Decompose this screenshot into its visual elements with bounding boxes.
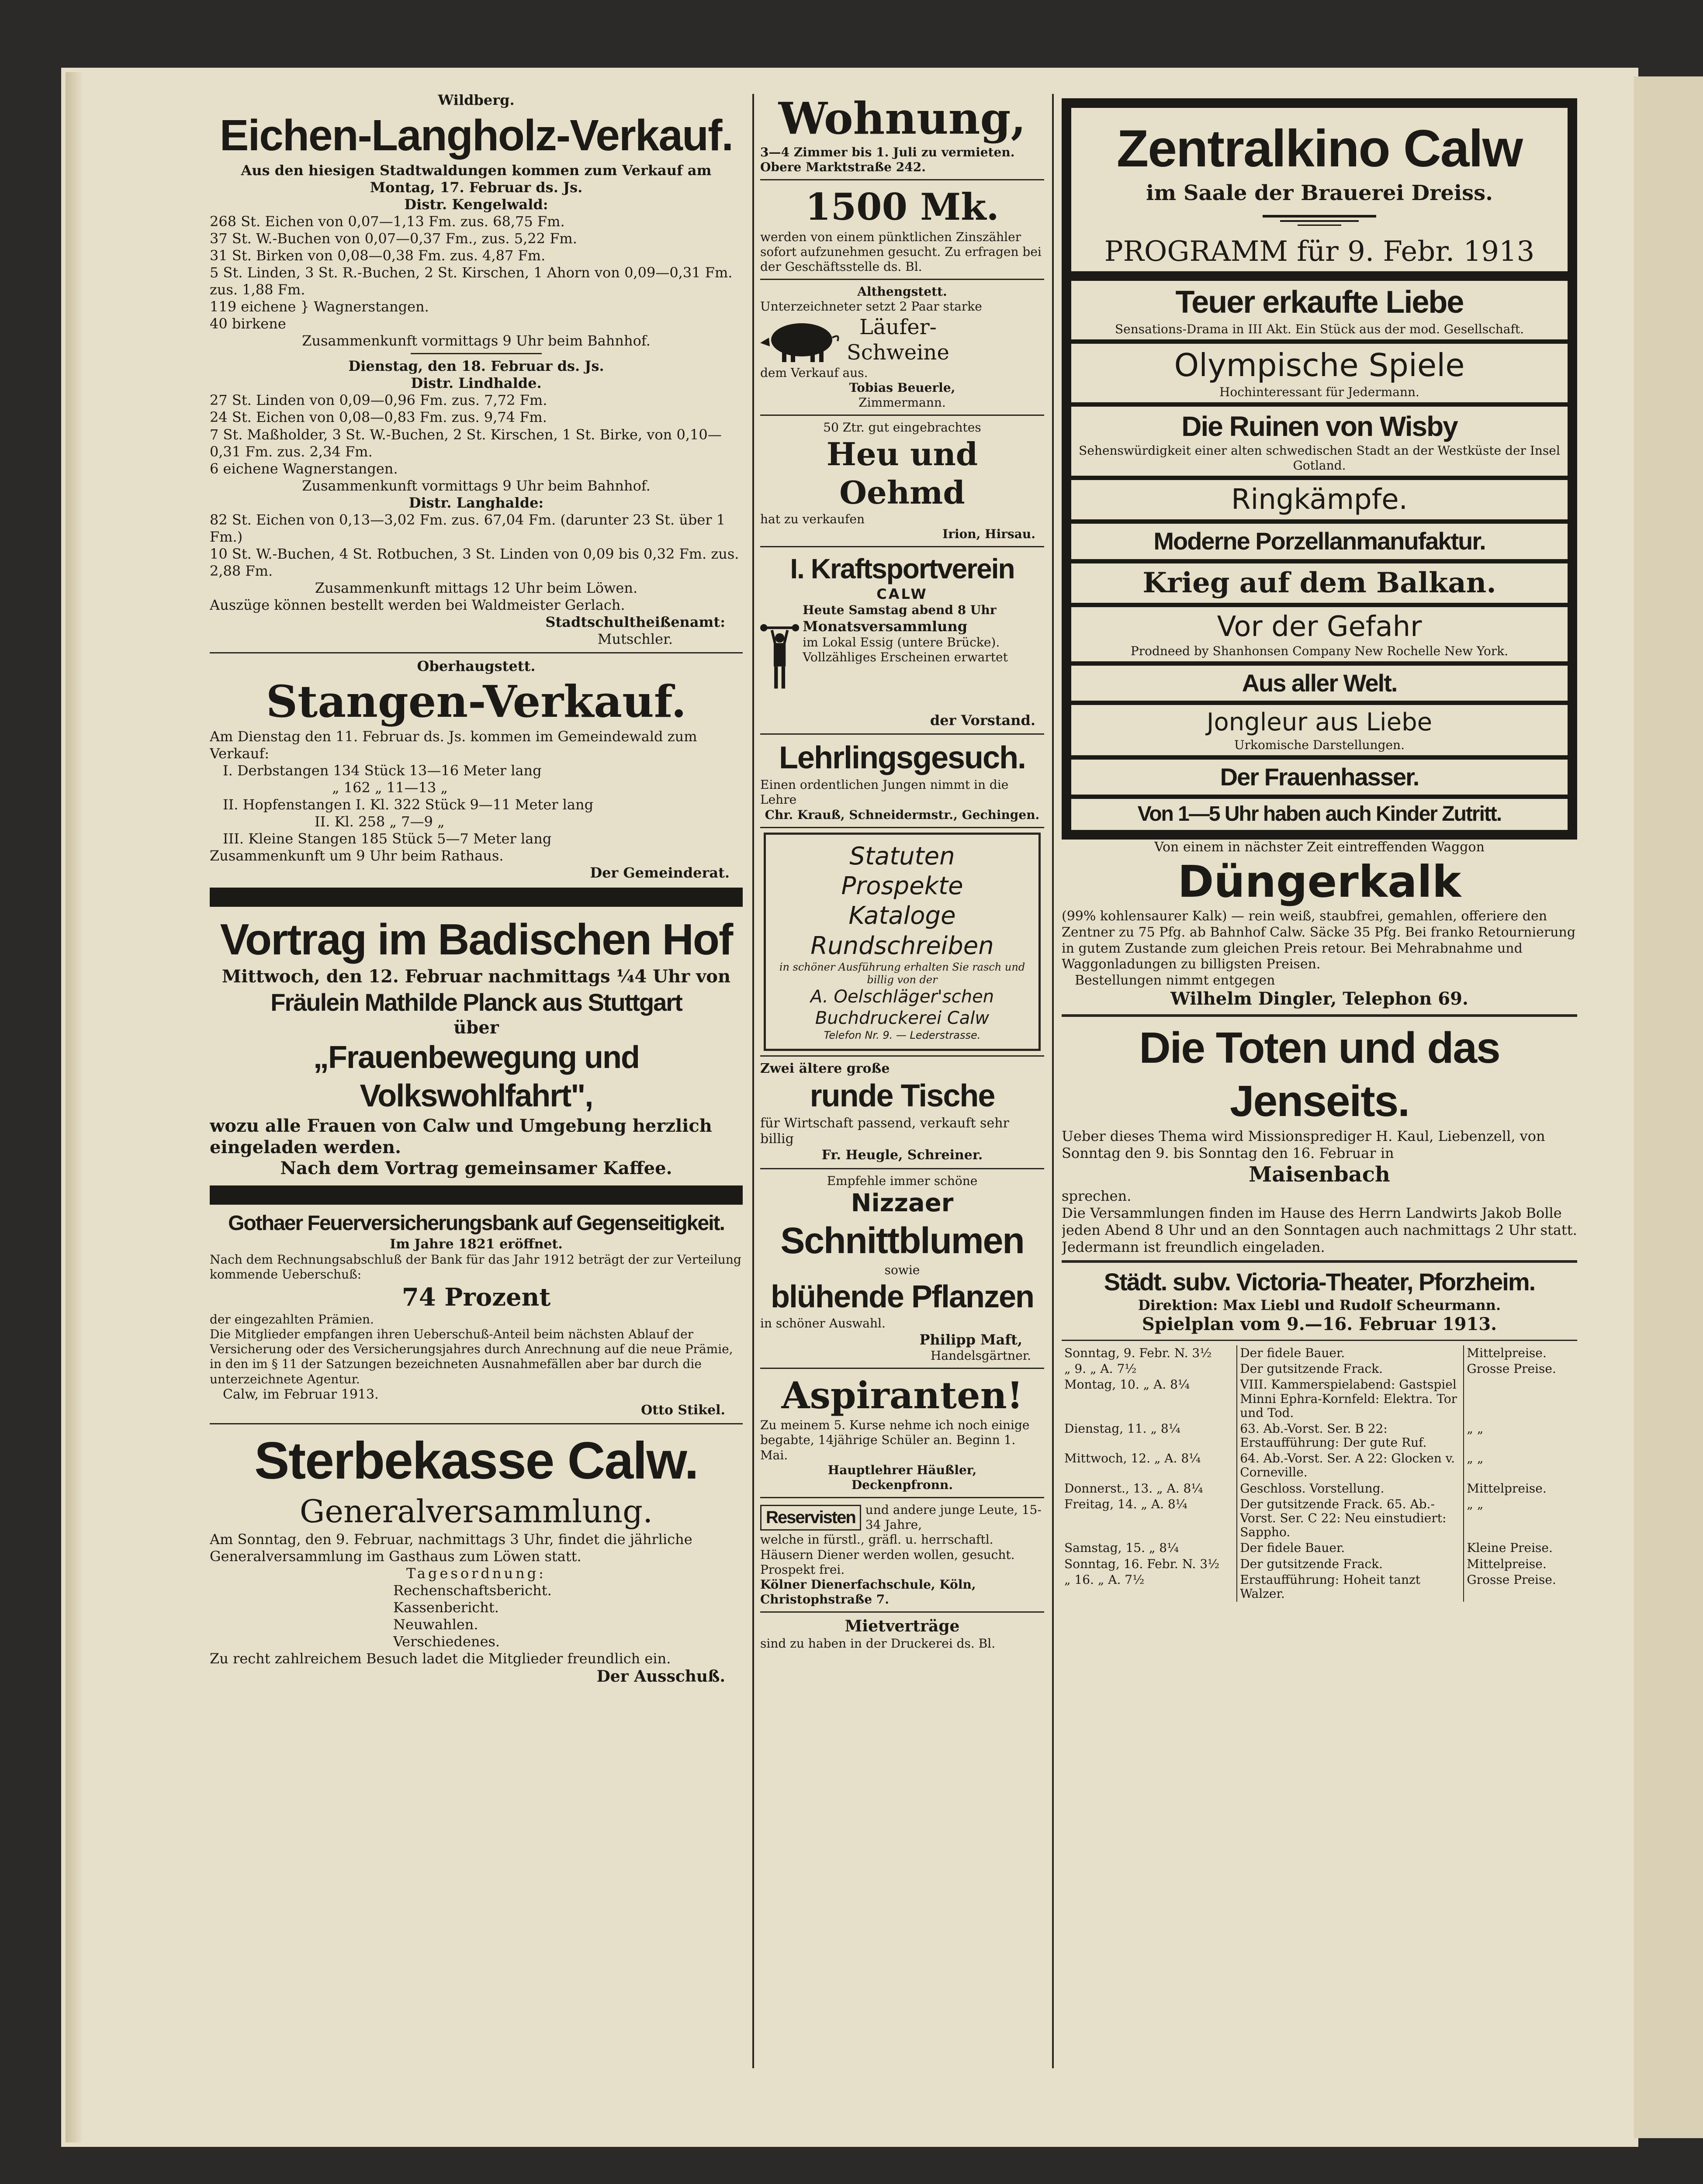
ad-subheadline: Generalversammlung. xyxy=(299,1493,653,1530)
film-title: Vor der Gefahr xyxy=(1217,610,1422,643)
lot-line: 268 St. Eichen von 0,07—1,13 Fm. zus. 68,75 Fm. xyxy=(210,213,565,230)
film-title: Teuer erkaufte Liebe xyxy=(1175,285,1464,320)
section-divider xyxy=(760,546,1044,547)
column-rule-2 xyxy=(1052,94,1054,2068)
about-label: über xyxy=(453,1017,499,1038)
table-row xyxy=(1062,1377,1577,1421)
schedule-prices: „ „ xyxy=(1464,1421,1577,1451)
ad-text: im Lokal Essig (untere Brücke). Vollzähliges Erscheinen erwartet xyxy=(803,635,1008,664)
ad-headline: Stangen-Verkauf. xyxy=(266,675,687,727)
invitation: Zu recht zahlreichem Besuch ladet die Mitglieder freundlich ein. xyxy=(210,1650,671,1667)
date-line: Calw, im Februar 1913. xyxy=(223,1386,379,1402)
schedule-date: Donnerst., 13. „ A. 8¼ xyxy=(1064,1481,1203,1496)
ad-gothaer xyxy=(210,1211,743,1419)
ad-lehrling xyxy=(760,739,1044,822)
district-title: Distr. Lindhalde. xyxy=(411,375,542,392)
table-row xyxy=(1062,1556,1577,1572)
print-item: Prospekte xyxy=(841,872,963,900)
divider xyxy=(1062,1340,1577,1341)
agenda-title: Tagesordnung: xyxy=(406,1565,546,1582)
ad-intro: Aus den hiesigen Stadtwaldungen kommen zum Verkauf am Montag, 17. Februar ds. Js. xyxy=(241,162,712,196)
film-title: Moderne Porzellanmanufaktur. xyxy=(1153,527,1485,555)
ad-text: der eingezahlten Prämien. xyxy=(210,1312,374,1327)
coffee-note: Nach dem Vortrag gemeinsamer Kaffee. xyxy=(280,1158,672,1179)
signature-role: Handelsgärtner. xyxy=(930,1348,1031,1363)
signature-place: Deckenpfronn. xyxy=(851,1477,953,1492)
speaker: Fräulein Mathilde Planck aus Stuttgart xyxy=(270,988,682,1016)
ad-mietvertraege xyxy=(760,1617,1044,1651)
ad-intro: Am Dienstag den 11. Februar ds. Js. kommen im Gemeindewald zum Verkauf: xyxy=(210,728,697,762)
signature: Hauptlehrer Häußler, xyxy=(827,1462,977,1477)
extract-note: Auszüge können bestellt werden bei Waldmeister Gerlach. xyxy=(210,596,625,613)
ad-headline: Läufer- xyxy=(859,314,937,339)
section-divider xyxy=(760,733,1044,735)
ad-oberhaugstett xyxy=(210,658,743,881)
signature: Der Ausschuß. xyxy=(596,1667,725,1686)
schedule-prices: „ „ xyxy=(1464,1496,1577,1541)
founded: Im Jahre 1821 eröffnet. xyxy=(390,1236,563,1252)
lot-line: 5 St. Linden, 3 St. R.-Buchen, 2 St. Kirschen, 1 Ahorn von 0,09—0,31 Fm. zus. 1,88 Fm. xyxy=(210,264,733,298)
lot-line: III. Kleine Stangen 185 Stück 5—7 Meter lang xyxy=(223,830,552,847)
film-subtitle: Hochinteressant für Jedermann. xyxy=(1219,384,1419,399)
film-subtitle: Sehenswürdigkeit einer alten schwedischen Stadt an der Westküste der Insel Gotland. xyxy=(1079,443,1560,473)
schedule-prices: Mittelpreise. xyxy=(1464,1345,1577,1361)
ad-headline: Lehrlingsgesuch. xyxy=(779,740,1026,776)
ornament-line xyxy=(1280,220,1359,222)
ad-toten-jenseits xyxy=(1062,1021,1577,1256)
schedule-date: Freitag, 14. „ A. 8¼ xyxy=(1064,1496,1187,1511)
ad-vortrag xyxy=(210,913,743,1179)
table-row xyxy=(1062,1572,1577,1602)
signature: Fr. Heugle, Schreiner. xyxy=(821,1147,983,1163)
ad-text: für Wirtschaft passend, verkauft sehr billig xyxy=(760,1115,1009,1147)
lot-line: 119 eichene } Wagnerstangen. xyxy=(210,298,429,315)
adjacent-page-edge xyxy=(1634,76,1703,2138)
divider xyxy=(411,353,542,354)
film-subtitle: Prodneed by Shanhonsen Company New Rochelle New York. xyxy=(1130,643,1509,658)
event-time: Mittwoch, den 12. Februar nachmittags ¼4 Uhr von xyxy=(222,966,731,987)
ad-headline: Gothaer Feuerversicherungsbank auf Gegenseitigkeit. xyxy=(228,1212,724,1235)
place-name: Wildberg. xyxy=(438,92,515,108)
ad-text: Die Versammlungen finden im Hause des Herrn Landwirts Jakob Bolle jeden Abend 8 Uhr und an den Sonntagen auch nachmittags 2 Uhr statt. Jedermann ist freundlich eingeladen. xyxy=(1062,1204,1577,1255)
lecture-topic: „Frauenbewegung und Volkswohlfahrt", xyxy=(313,1040,639,1113)
table-row xyxy=(1062,1481,1577,1496)
lot-line: I. Derbstangen 134 Stück 13—16 Meter lang xyxy=(223,762,542,779)
club-city: CALW xyxy=(876,586,928,603)
film-title: Der Frauenhasser. xyxy=(1220,763,1419,791)
schedule-title: Spielplan vom 9.—16. Februar 1913. xyxy=(1142,1314,1497,1335)
ad-text: sowie xyxy=(884,1263,920,1278)
lot-line: II. Hopfenstangen I. Kl. 322 Stück 9—11 Meter lang xyxy=(223,796,594,813)
ad-text: (99% kohlensaurer Kalk) — rein weiß, staubfrei, gemahlen, offeriere den Zentner zu 75 Pfg. ab Bahnhof Calw. Säcke 35 Pfg. Bei franko Retournierung in gutem Zustande zum gleichen Preis retour. Bei Mehrabnahme und Waggonladungen zu billigsten Preisen. xyxy=(1062,909,1576,972)
agenda-item: Kassenbericht. xyxy=(393,1599,499,1616)
ad-text: Zu meinem 5. Kurse nehme ich noch einige begabte, 14jährige Schüler an. Beginn 1. Mai. xyxy=(760,1418,1030,1462)
place-name: Oberhaugstett. xyxy=(417,657,536,674)
meeting-note: Zusammenkunft mittags 12 Uhr beim Löwen. xyxy=(315,579,638,596)
lot-line: 82 St. Eichen von 0,13—3,02 Fm. zus. 67,04 Fm. (darunter 23 St. über 1 Fm.) xyxy=(210,511,726,545)
ad-headline: Städt. subv. Victoria-Theater, Pforzheim. xyxy=(1104,1268,1535,1296)
ad-headline: Düngerkalk xyxy=(1177,856,1461,908)
schedule-date: Sonntag, 16. Febr. N. 3½ xyxy=(1064,1556,1220,1571)
ad-duengerkalk xyxy=(1062,840,1577,1010)
ad-text: Unterzeichneter setzt 2 Paar starke xyxy=(760,299,982,314)
print-item: Rundschreiben xyxy=(810,931,994,960)
program-item xyxy=(1071,344,1568,407)
meeting-name: Monatsversammlung xyxy=(803,618,968,635)
meeting-note: Zusammenkunft um 9 Uhr beim Rathaus. xyxy=(210,847,504,864)
ad-text: Am Sonntag, den 9. Februar, nachmittags 3 Uhr, findet die jährliche Generalversammlung im Gasthaus zum Löwen statt. xyxy=(210,1531,692,1565)
black-bar xyxy=(1071,271,1568,281)
lot-line: 31 St. Birken von 0,08—0,38 Fm. zus. 4,87 Fm. xyxy=(210,247,546,264)
signature: Irion, Hirsau. xyxy=(942,527,1035,542)
signature: Otto Stikel. xyxy=(641,1403,725,1418)
section-divider xyxy=(760,1368,1044,1369)
ad-headline: Reservisten xyxy=(760,1505,861,1531)
ad-headline: 1500 Mk. xyxy=(805,185,999,229)
meeting-note: Zusammenkunft vormittags 9 Uhr beim Bahnhof. xyxy=(302,332,651,349)
schedule-table xyxy=(1062,1345,1577,1602)
table-row xyxy=(1062,1361,1577,1377)
ad-text: dem Verkauf aus. xyxy=(760,365,868,380)
ad-text: Einen ordentlichen Jungen nimmt in die Lehre xyxy=(760,778,1009,807)
ad-wohnung xyxy=(760,92,1044,175)
schedule-prices: Grosse Preise. xyxy=(1464,1572,1577,1602)
ad-headline: Eichen-Langholz-Verkauf. xyxy=(219,111,733,160)
ad-oelschlaeger xyxy=(764,833,1041,1051)
lot-line: 24 St. Eichen von 0,08—0,83 Fm. zus. 9,74 Fm. xyxy=(210,409,547,426)
ad-text: hat zu verkaufen xyxy=(760,511,865,526)
program-item xyxy=(1071,407,1568,480)
print-item: Kataloge xyxy=(848,902,956,930)
table-row xyxy=(1062,1540,1577,1556)
film-title: Ringkämpfe. xyxy=(1231,484,1408,516)
office-name: Stadtschultheißenamt: xyxy=(545,613,725,630)
ad-heu xyxy=(760,420,1044,542)
section-divider xyxy=(760,1055,1044,1057)
schedule-play: Der gutsitzende Frack. xyxy=(1237,1361,1464,1377)
section-divider xyxy=(210,652,743,653)
ornament-line xyxy=(1298,225,1341,226)
ad-headline: Vortrag im Badischen Hof xyxy=(220,915,733,964)
ad-headline: blühende Pflanzen xyxy=(770,1279,1034,1314)
schedule-prices xyxy=(1464,1377,1577,1421)
program-item xyxy=(1071,799,1568,830)
schedule-play: Erstaufführung: Hoheit tanzt Walzer. xyxy=(1237,1572,1464,1602)
program-item xyxy=(1071,705,1568,759)
schedule-prices: Grosse Preise. xyxy=(1464,1361,1577,1377)
signature: Philipp Maft, xyxy=(919,1331,1022,1348)
schedule-play: Der fidele Bauer. xyxy=(1237,1345,1464,1361)
agenda-item: Verschiedenes. xyxy=(393,1633,500,1650)
ad-text: und andere junge Leute, 15-34 Jahre, xyxy=(865,1503,1042,1532)
ad-reservisten xyxy=(760,1503,1044,1607)
ad-text: 3—4 Zimmer bis 1. Juli zu vermieten. Obere Marktstraße 242. xyxy=(760,145,1015,175)
ad-headline: Heu und Oehmd xyxy=(826,435,978,511)
ad-headline: runde Tische xyxy=(810,1078,995,1113)
signature: der Vorstand. xyxy=(930,712,1035,729)
section-divider xyxy=(210,1423,743,1424)
signature: Der Gemeinderat. xyxy=(590,864,730,881)
strongman-icon xyxy=(760,603,799,712)
ad-aspiranten xyxy=(760,1373,1044,1493)
schedule-prices: „ „ xyxy=(1464,1451,1577,1480)
ad-text: in schöner Auswahl. xyxy=(760,1316,886,1331)
film-title: Die Ruinen von Wisby xyxy=(1181,410,1457,442)
ad-headline: I. Kraftsportverein xyxy=(790,553,1014,585)
district-title: Distr. Kengelwald: xyxy=(404,196,548,213)
ad-text: Heute Samstag abend 8 Uhr xyxy=(803,603,997,618)
meeting-note: Zusammenkunft vormittags 9 Uhr beim Bahnhof. xyxy=(302,477,651,494)
section-divider xyxy=(760,1611,1044,1613)
schedule-play: VIII. Kammerspielabend: Gastspiel Minni Ephra-Kornfeld: Elektra. Tor und Tod. xyxy=(1237,1377,1464,1421)
district-title: Distr. Langhalde: xyxy=(408,494,544,511)
print-item: Statuten xyxy=(849,842,955,871)
table-row xyxy=(1062,1496,1577,1541)
agenda-item: Rechenschaftsbericht. xyxy=(393,1582,552,1599)
lot-line: 27 St. Linden von 0,09—0,96 Fm. zus. 7,72 Fm. xyxy=(210,392,547,409)
ad-text: Bestellungen nimmt entgegen xyxy=(1075,972,1275,988)
ad-1500mk xyxy=(760,185,1044,274)
schedule-date: Samstag, 15. „ 8¼ xyxy=(1064,1541,1179,1555)
ad-headline: Sterbekasse Calw. xyxy=(254,1431,698,1490)
program-item xyxy=(1071,563,1568,607)
ad-text: Nach dem Rechnungsabschluß der Bank für das Jahr 1912 beträgt der zur Verteilung kommende Ueberschuß: xyxy=(210,1252,741,1282)
schedule-date: Sonntag, 9. Febr. N. 3½ xyxy=(1064,1345,1212,1360)
ad-headline: Die Toten und das Jenseits. xyxy=(1139,1023,1500,1126)
section-divider xyxy=(1062,1260,1577,1263)
ad-headline: Schweine xyxy=(847,340,949,365)
film-title: Krieg auf dem Balkan. xyxy=(1142,566,1496,599)
schedule-date: „ 16. „ A. 7½ xyxy=(1064,1572,1145,1587)
ad-kraftsport xyxy=(760,552,1044,729)
lot-line: 37 St. W.-Buchen von 0,07—0,37 Fm., zus. 5,22 Fm. xyxy=(210,230,577,247)
ad-text: welche in fürstl., gräfl. u. herrschaftl. Häusern Diener werden wollen, gesucht. Prospekt frei. xyxy=(760,1532,1015,1577)
ad-text: Zwei ältere große xyxy=(760,1061,890,1077)
film-title: Jongleur aus Liebe xyxy=(1206,708,1433,737)
column-left xyxy=(210,92,743,2084)
ad-tische xyxy=(760,1061,1044,1163)
agenda-item: Neuwahlen. xyxy=(393,1616,478,1633)
table-row xyxy=(1062,1345,1577,1361)
film-subtitle: Urkomische Darstellungen. xyxy=(1234,737,1405,752)
column-rule-1 xyxy=(752,94,754,2068)
schedule-date: Dienstag, 11. „ 8¼ xyxy=(1064,1421,1180,1436)
ad-text: Die Mitglieder empfangen ihren Ueberschuß-Anteil beim nächsten Ablauf der Versicherung oder des Versicherungsjahres durch Anrechnung auf die neue Prämie, in den im § 11 der Satzungen bezeichneten Ausnahmefällen aber bar durch die unterzeichnete Agentur. xyxy=(210,1327,733,1386)
section-divider xyxy=(760,827,1044,828)
theater-direction: Direktion: Max Liebl und Rudolf Scheurmann. xyxy=(1138,1297,1501,1314)
ad-nizzaer xyxy=(760,1174,1044,1363)
ad-headline: Aspiranten! xyxy=(781,1373,1023,1417)
cinema-venue: im Saale der Brauerei Dreiss. xyxy=(1146,181,1493,206)
section-divider xyxy=(760,1168,1044,1169)
program-item xyxy=(1071,666,1568,705)
ad-wildberg xyxy=(210,92,743,648)
column-middle xyxy=(760,92,1044,2084)
ad-zentralkino xyxy=(1062,98,1577,840)
ad-text: in schöner Ausführung erhalten Sie rasch und billig von der xyxy=(779,961,1025,986)
table-row xyxy=(1062,1421,1577,1451)
schedule-prices: Kleine Preise. xyxy=(1464,1540,1577,1556)
program-item xyxy=(1071,760,1568,799)
table-row xyxy=(1062,1451,1577,1480)
ad-text: sprechen. xyxy=(1062,1187,1132,1204)
program-item xyxy=(1071,524,1568,563)
ad-text: Empfehle immer schöne xyxy=(827,1173,978,1188)
ad-text: Von einem in nächster Zeit eintreffenden Waggon xyxy=(1154,839,1485,855)
lot-line: II. Kl. 258 „ 7—9 „ xyxy=(315,813,445,830)
ad-headline: Mietverträge xyxy=(845,1617,960,1636)
film-subtitle: Sensations-Drama in III Akt. Ein Stück aus der mod. Gesellschaft. xyxy=(1115,321,1524,336)
lot-line: 10 St. W.-Buchen, 4 St. Rotbuchen, 3 St. Linden von 0,09 bis 0,32 Fm. zus. 2,88 Fm. xyxy=(210,545,739,579)
dividend-percent: 74 Prozent xyxy=(402,1282,551,1312)
ad-text: werden von einem pünktlichen Zinszähler sofort aufzunehmen gesucht. Zu erfragen bei der Geschäftsstelle ds. Bl. xyxy=(760,229,1042,274)
section-divider xyxy=(1062,1014,1577,1017)
schedule-date: Montag, 10. „ A. 8¼ xyxy=(1064,1377,1190,1392)
program-date: PROGRAMM für 9. Febr. 1913 xyxy=(1104,235,1535,268)
invitation: wozu alle Frauen von Calw und Umgebung herzlich eingeladen werden. xyxy=(210,1115,712,1158)
page-fold-shadow xyxy=(66,72,83,2143)
ad-text: Ueber dieses Thema wird Missionsprediger H. Kaul, Liebenzell, von Sonntag den 9. bis Sonntag den 16. Februar in xyxy=(1062,1128,1545,1162)
admission-note: Von 1—5 Uhr haben auch Kinder Zutritt. xyxy=(1137,802,1502,826)
ad-sterbekasse xyxy=(210,1429,743,1686)
cinema-name: Zentralkino Calw xyxy=(1116,119,1523,178)
ad-headline: Wohnung, xyxy=(778,93,1026,144)
signature: Kölner Dienerfachschule, Köln, Christophstraße 7. xyxy=(760,1577,976,1607)
section-divider xyxy=(760,279,1044,280)
schedule-play: 63. Ab.-Vorst. Ser. B 22: Erstaufführung: Der gute Ruf. xyxy=(1237,1421,1464,1451)
ad-victoria-theater xyxy=(1062,1267,1577,1602)
pig-icon xyxy=(760,316,843,364)
schedule-date: Mittwoch, 12. „ A. 8¼ xyxy=(1064,1451,1201,1466)
sale-date: Dienstag, den 18. Februar ds. Js. xyxy=(348,358,604,375)
signature-role: Zimmermann. xyxy=(858,395,946,410)
program-item xyxy=(1071,281,1568,344)
telephone: Telefon Nr. 9. — Lederstrasse. xyxy=(824,1029,981,1042)
section-divider xyxy=(760,1497,1044,1498)
column-right xyxy=(1062,98,1577,2090)
ad-headline: Nizzaer xyxy=(851,1189,954,1217)
signature: Wilhelm Dingler, Telephon 69. xyxy=(1170,988,1468,1009)
schedule-play: Der fidele Bauer. xyxy=(1237,1540,1464,1556)
ad-text: sind zu haben in der Druckerei ds. Bl. xyxy=(760,1636,996,1651)
schedule-play: Der gutsitzende Frack. xyxy=(1237,1556,1464,1572)
lot-line: 7 St. Maßholder, 3 St. W.-Buchen, 2 St. Kirschen, 1 St. Birke, von 0,10—0,31 Fm. zus. 2,34 Fm. xyxy=(210,426,722,460)
venue-place: Maisenbach xyxy=(1249,1162,1390,1187)
section-divider xyxy=(760,179,1044,180)
signature: Mutschler. xyxy=(597,630,673,647)
schedule-play: Geschloss. Vorstellung. xyxy=(1237,1481,1464,1496)
place-name: Althengstett. xyxy=(857,284,947,299)
lot-line: „ 162 „ 11—13 „ xyxy=(332,779,448,796)
lot-line: 40 birkene xyxy=(210,315,286,332)
signature: Chr. Krauß, Schneidermstr., Gechingen. xyxy=(765,807,1040,822)
ornament-line xyxy=(1263,215,1376,218)
schedule-play: 64. Ab.-Vorst. Ser. A 22: Glocken v. Corneville. xyxy=(1237,1451,1464,1480)
schedule-prices: Mittelpreise. xyxy=(1464,1556,1577,1572)
schedule-play: Der gutsitzende Frack. 65. Ab.-Vorst. Ser. C 22: Neu einstudiert: Sappho. xyxy=(1237,1496,1464,1541)
section-divider xyxy=(760,415,1044,416)
signature: Tobias Beuerle, xyxy=(849,380,955,395)
firm-name: A. Oelschläger'schen Buchdruckerei Calw xyxy=(810,987,994,1029)
film-title: Olympische Spiele xyxy=(1174,347,1465,384)
program-item xyxy=(1071,480,1568,524)
black-bar xyxy=(210,1185,743,1205)
lot-line: 6 eichene Wagnerstangen. xyxy=(210,460,398,477)
ad-text: 50 Ztr. gut eingebrachtes xyxy=(823,420,981,435)
black-bar xyxy=(210,888,743,907)
schedule-prices: Mittelpreise. xyxy=(1464,1481,1577,1496)
film-title: Aus aller Welt. xyxy=(1242,669,1397,697)
schedule-date: „ 9. „ A. 7½ xyxy=(1064,1362,1137,1376)
program-item xyxy=(1071,607,1568,666)
ad-headline: Schnittblumen xyxy=(780,1220,1024,1261)
ad-laeufer xyxy=(760,284,1044,410)
